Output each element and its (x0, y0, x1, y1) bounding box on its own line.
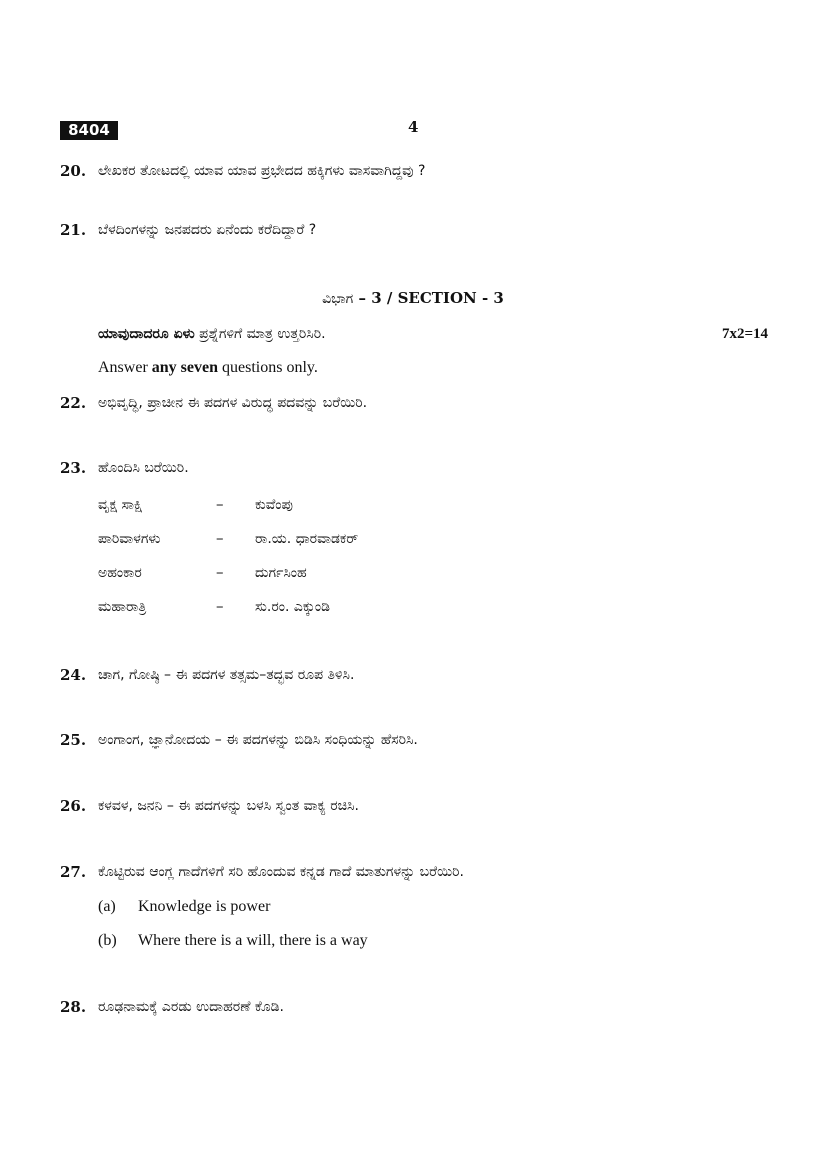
question-number: 21. (60, 221, 87, 239)
question-text: ಅಂಗಾಂಗ, ಜ್ಞಾನೋದಯ – ಈ ಪದಗಳನ್ನು ಬಿಡಿಸಿ ಸಂಧಿಯನ್ನು ಹೆಸರಿಸಿ. (98, 732, 418, 748)
match-left: ಅಹಂಕಾರ (98, 565, 142, 581)
sub-text: Where there is a will, there is a way (138, 932, 368, 949)
question-text: ಕಳವಳ, ಜನನಿ – ಈ ಪದಗಳನ್ನು ಬಳಸಿ ಸ್ವಂತ ವಾಕ್ಯ ರಚಿಸಿ. (98, 798, 359, 814)
question-text: ಬೆಳದಿಂಗಳನ್ನು ಜನಪದರು ಏನೆಂದು ಕರೆದಿದ್ದಾರೆ ? (98, 222, 317, 238)
match-right: ಕುವೆಂಪು (255, 497, 293, 513)
section-instruction-kn (98, 326, 326, 342)
question-number: 24. (60, 666, 87, 684)
question-text: ಅಭಿವೃದ್ಧಿ, ಪ್ರಾಚೀನ ಈ ಪದಗಳ ವಿರುದ್ಧ ಪದವನ್ನು ಬರೆಯಿರಿ. (98, 395, 368, 411)
question-number: 26. (60, 797, 87, 815)
question-text: ಲೇಖಕರ ತೋಟದಲ್ಲಿ ಯಾವ ಯಾವ ಪ್ರಭೇದದ ಹಕ್ಕಿಗಳು ವಾಸವಾಗಿದ್ದವು ? (98, 163, 426, 179)
question-number: 25. (60, 731, 87, 749)
page-number: 4 (408, 118, 419, 136)
section-heading-en: – 3 / SECTION - 3 (358, 289, 504, 307)
section-instruction-en (98, 359, 318, 377)
paper-code-badge: 8404 (60, 121, 118, 140)
question-text: ಕೊಟ್ಟಿರುವ ಆಂಗ್ಲ ಗಾದೆಗಳಿಗೆ ಸರಿ ಹೊಂದುವ ಕನ್ನಡ ಗಾದೆ ಮಾತುಗಳನ್ನು ಬರೆಯಿರಿ. (98, 864, 464, 880)
match-dash: – (216, 529, 224, 547)
section-heading (0, 289, 826, 307)
sub-label: (b) (98, 932, 117, 949)
section-heading-kn: ವಿಭಾಗ (322, 291, 354, 307)
match-right: ದುರ್ಗಸಿಂಹ (255, 565, 307, 581)
match-dash: – (216, 597, 224, 615)
question-number: 28. (60, 998, 87, 1016)
sub-label: (a) (98, 898, 116, 915)
instruction-rest: ಪ್ರಶ್ನೆಗಳಿಗೆ ಮಾತ್ರ ಉತ್ತರಿಸಿರಿ. (199, 326, 326, 342)
instruction-pre: Answer (98, 359, 148, 376)
instruction-post: questions only. (222, 359, 318, 376)
instruction-bold: any seven (151, 359, 218, 376)
match-left: ವೃಕ್ಷ ಸಾಕ್ಷಿ (98, 497, 143, 513)
match-left: ಮಹಾರಾತ್ರಿ (98, 599, 147, 615)
match-dash: – (216, 563, 224, 581)
match-dash: – (216, 495, 224, 513)
match-right: ಸು.ರಂ. ಎಕ್ಕುಂಡಿ (255, 599, 330, 615)
question-text: ಹೊಂದಿಸಿ ಬರೆಯಿರಿ. (98, 460, 189, 476)
question-text: ರೂಢನಾಮಕ್ಕೆ ಎರಡು ಉದಾಹರಣೆ ಕೊಡಿ. (98, 999, 284, 1015)
match-left: ಪಾರಿವಾಳಗಳು (98, 531, 161, 547)
match-right: ರಾ.ಯ. ಧಾರವಾಡಕರ್ (255, 531, 359, 547)
question-number: 27. (60, 863, 87, 881)
question-number: 23. (60, 459, 87, 477)
question-number: 22. (60, 394, 87, 412)
question-text: ಚಾಗ, ಗೋಷ್ಠಿ – ಈ ಪದಗಳ ತತ್ಸಮ–ತದ್ಭವ ರೂಪ ತಿಳಿಸಿ. (98, 667, 355, 683)
section-marks: 7x2=14 (721, 326, 768, 342)
instruction-bold: ಯಾವುದಾದರೂ ಏಳು (98, 326, 195, 342)
question-number: 20. (60, 162, 87, 180)
sub-text: Knowledge is power (138, 898, 271, 915)
